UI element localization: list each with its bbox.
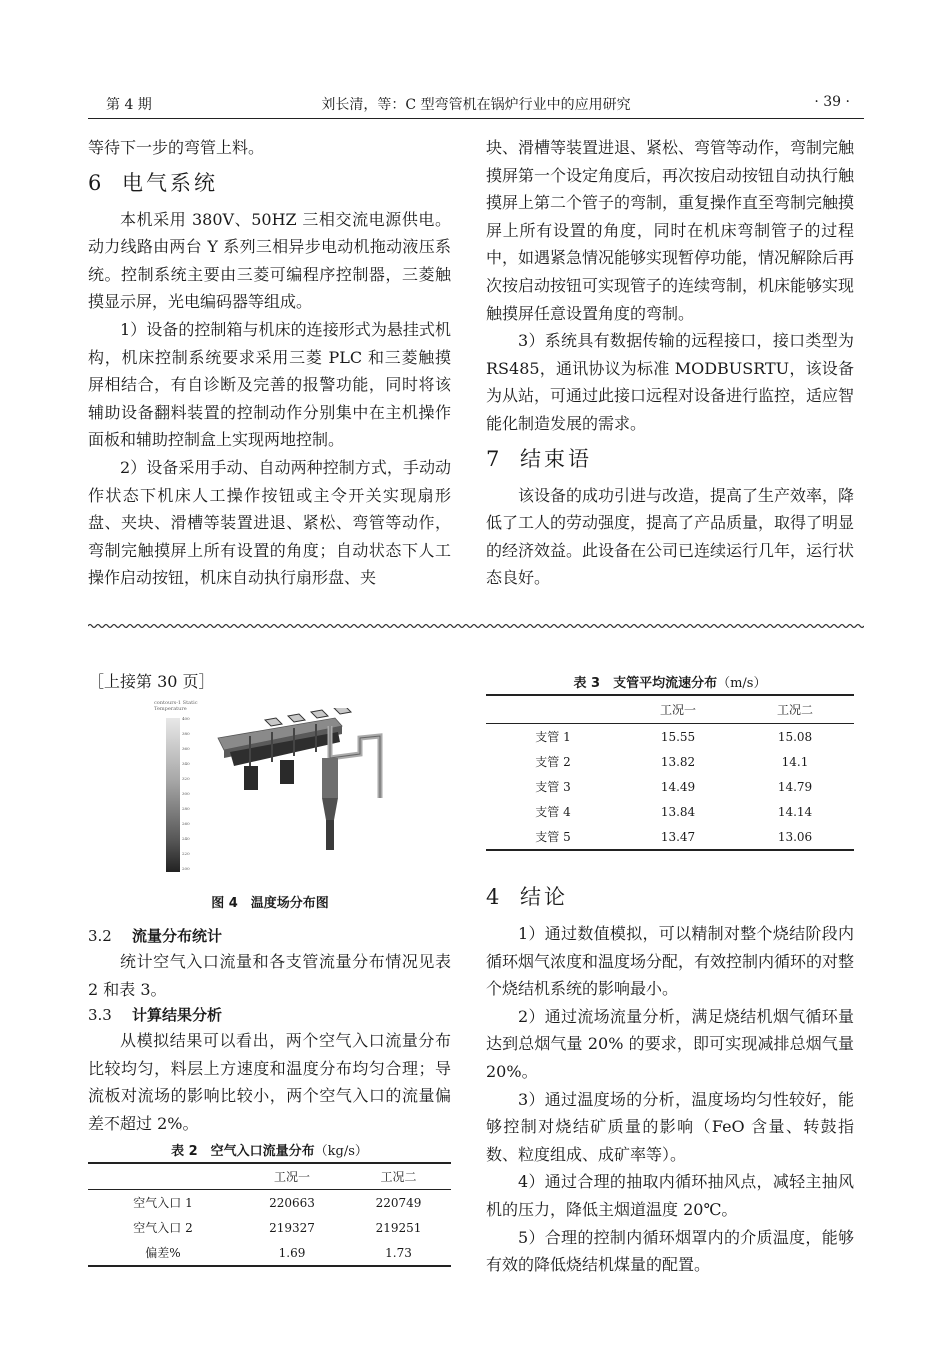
table-cell: 空气入口 2 xyxy=(133,1221,193,1235)
subsection-3-3: 3.3 计算结果分析 xyxy=(88,1006,223,1025)
paragraph: 1）通过数值模拟，可以精制对整个烧结阶段内循环烟气浓度和温度场分配，有效控制内循环的对整个烧结机系统的影响最小。 xyxy=(486,924,855,999)
colorbar-tick-label: 320 xyxy=(182,776,190,781)
subsection-3-2: 3.2 流量分布统计 xyxy=(88,927,223,945)
table-cell: 支管 5 xyxy=(535,830,571,844)
header-cell: 工况一 xyxy=(273,1170,310,1184)
table-cell: 支管 3 xyxy=(535,780,571,794)
table-cell: 支管 4 xyxy=(535,805,571,819)
colorbar-tick-label: 200 xyxy=(182,866,190,871)
colorbar xyxy=(166,718,180,872)
paragraph: 块、滑槽等装置进退、紧松、弯管等动作，弯制完触摸屏第一个设定角度后，再次按启动按钮自动执行触摸屏上第二个管子的弯制，重复操作直至弯制完触摸屏上所有设置的角度，同时在机床弯制管子的过程中，如遇紧急情况能够实现暂停功能，情况解除后再次按启动按钮可实现管子的连续弯制，机床能够实现触摸屏任意设置角度的弯制。 xyxy=(486,138,855,323)
table-row xyxy=(486,824,854,850)
table-cell: 14.1 xyxy=(781,754,809,769)
header-cell: 工况一 xyxy=(659,703,696,717)
table-header-row xyxy=(88,1163,451,1190)
table-row xyxy=(88,1215,451,1240)
table-row xyxy=(486,724,854,750)
issue-number: 第 4 期 xyxy=(106,97,152,113)
table-cell: 219327 xyxy=(269,1220,315,1235)
bottom-right-column xyxy=(486,876,854,1279)
section-heading-7: 7 结束语 xyxy=(486,446,592,471)
table-cell: 1.73 xyxy=(385,1245,412,1260)
table-row xyxy=(486,749,854,774)
paragraph: 本机采用 380V、50HZ 三相交流电源供电。动力线路由两台 Y 系列三相异步电动机拖动液压系统。控制系统主要由三菱可编程序控制器，三菱触摸显示屏，光电编码器等组成。 xyxy=(88,209,451,312)
paragraph: 从模拟结果可以看出，两个空气入口流量分布比较均匀，料层上方速度和温度分布均匀合理；导流板对流场的影响比较小，两个空气入口的流量偏差不超过 2%。 xyxy=(88,1031,451,1133)
table-row xyxy=(88,1190,451,1216)
bottom-left-column xyxy=(88,668,451,696)
table-cell: 15.55 xyxy=(660,729,696,744)
table-cell: 13.82 xyxy=(660,754,696,769)
section-heading-6: 6 电气系统 xyxy=(88,170,218,195)
paragraph: 2）设备采用手动、自动两种控制方式，手动动作状态下机床人工操作按钮或主令开关实现扇形盘、夹块、滑槽等装置进退、紧松、弯管等动作，弯制完触摸屏上所有设置的角度；自动状态下人工操作启动按钮，机床自动执行扇形盘、夹 xyxy=(88,457,451,588)
table-cell: 15.08 xyxy=(777,729,813,744)
wavy-separator xyxy=(88,622,864,630)
paragraph: 等待下一步的弯管上料。 xyxy=(88,138,265,157)
table-cell: 219251 xyxy=(375,1220,422,1235)
paragraph: 1）设备的控制箱与机床的连接形式为悬挂式机构，机床控制系统要求采用三菱 PLC 和三菱触摸屏相结合，有自诊断及完善的报警功能，同时将该辅助设备翻料装置的控制动作分别集中在主机操作面板和辅助控制盒上实现两地控制。 xyxy=(88,319,451,450)
header-cell: 工况二 xyxy=(776,703,813,717)
paragraph: 3）系统具有数据传输的远程接口，接口类型为 RS485，通讯协议为标准 MODBUSRTU，该设备为从站，可通过此接口远程对设备进行监控，适应智能化制造发展的需求。 xyxy=(486,331,855,433)
paragraph: 5）合理的控制内循环烟罩内的介质温度，能够有效的降低烧结机煤量的配置。 xyxy=(486,1227,854,1275)
colorbar-tick-label: 240 xyxy=(182,836,190,841)
colorbar-tick-label: 300 xyxy=(182,791,190,796)
running-title: 刘长清，等：C 型弯管机在锅炉行业中的应用研究 xyxy=(321,97,631,113)
paragraph: 统计空气入口流量和各支管流量分布情况见表 2 和表 3。 xyxy=(88,952,451,999)
continued-note: ［上接第 30 页］ xyxy=(88,672,215,691)
legend-title: contours-1 Static Temperature xyxy=(154,700,198,712)
table-3-caption: 表 3 支管平均流速分布（m/s） xyxy=(573,676,767,691)
table-cell: 14.49 xyxy=(660,779,696,794)
colorbar-tick-label: 400 xyxy=(182,716,190,721)
page-number: · 39 · xyxy=(814,94,850,110)
table-cell: 220663 xyxy=(269,1195,315,1210)
table-cell: 13.47 xyxy=(660,829,696,844)
table-2 xyxy=(88,1162,451,1267)
colorbar-tick-label: 360 xyxy=(182,746,190,751)
table-row xyxy=(486,774,854,799)
colorbar-tick-label: 260 xyxy=(182,821,190,826)
running-header xyxy=(88,92,864,118)
colorbar-tick-label: 340 xyxy=(182,761,190,766)
table-cell: 220749 xyxy=(375,1195,422,1210)
table-cell: 14.14 xyxy=(777,804,813,819)
table-header-row xyxy=(486,695,854,724)
table-row xyxy=(88,1240,451,1266)
colorbar-ticks xyxy=(182,716,202,876)
bottom-left-text xyxy=(88,924,451,1138)
paragraph: 2）通过流场流量分析，满足烧结机烟气循环量达到总烟气量 20% 的要求，即可实现减排总烟气量 20%。 xyxy=(486,1006,854,1081)
table-row xyxy=(486,799,854,824)
paragraph: 4）通过合理的抽取内循环抽风点，减轻主抽风机的压力，降低主烟道温度 20℃。 xyxy=(486,1172,854,1219)
colorbar-tick-label: 220 xyxy=(182,851,190,856)
colorbar-tick-label: 280 xyxy=(182,806,190,811)
table-cell: 偏差% xyxy=(145,1246,181,1260)
section-heading-4: 4 结论 xyxy=(486,885,568,909)
header-cell xyxy=(88,1163,238,1190)
figure-4 xyxy=(150,700,390,880)
header-cell: 工况二 xyxy=(380,1170,417,1184)
table-cell: 支管 2 xyxy=(535,755,571,769)
table-2-caption: 表 2 空气入口流量分布（kg/s） xyxy=(171,1144,368,1159)
figure-4-caption: 图 4 温度场分布图 xyxy=(211,896,329,911)
top-left-column xyxy=(88,134,451,592)
table-cell: 支管 1 xyxy=(535,730,571,744)
table-cell: 14.79 xyxy=(777,779,813,794)
table-cell: 空气入口 1 xyxy=(133,1196,193,1210)
table-cell: 13.06 xyxy=(777,829,813,844)
top-right-column xyxy=(486,134,854,592)
temperature-field-render xyxy=(210,708,390,858)
table-3 xyxy=(486,694,854,851)
table-cell: 1.69 xyxy=(278,1245,306,1260)
header-cell xyxy=(486,695,620,724)
paragraph: 该设备的成功引进与改造，提高了生产效率，降低了工人的劳动强度，提高了产品质量，取得了明显的经济效益。此设备在公司已连续运行几年，运行状态良好。 xyxy=(486,485,855,588)
header-rule xyxy=(88,118,864,119)
colorbar-tick-label: 380 xyxy=(182,731,190,736)
table-cell: 13.84 xyxy=(660,804,696,819)
paragraph: 3）通过温度场的分析，温度场均匀性较好，能够控制对烧结矿质量的影响（FeO 含量、转鼓指数、粒度组成、成矿率等）。 xyxy=(486,1089,854,1164)
